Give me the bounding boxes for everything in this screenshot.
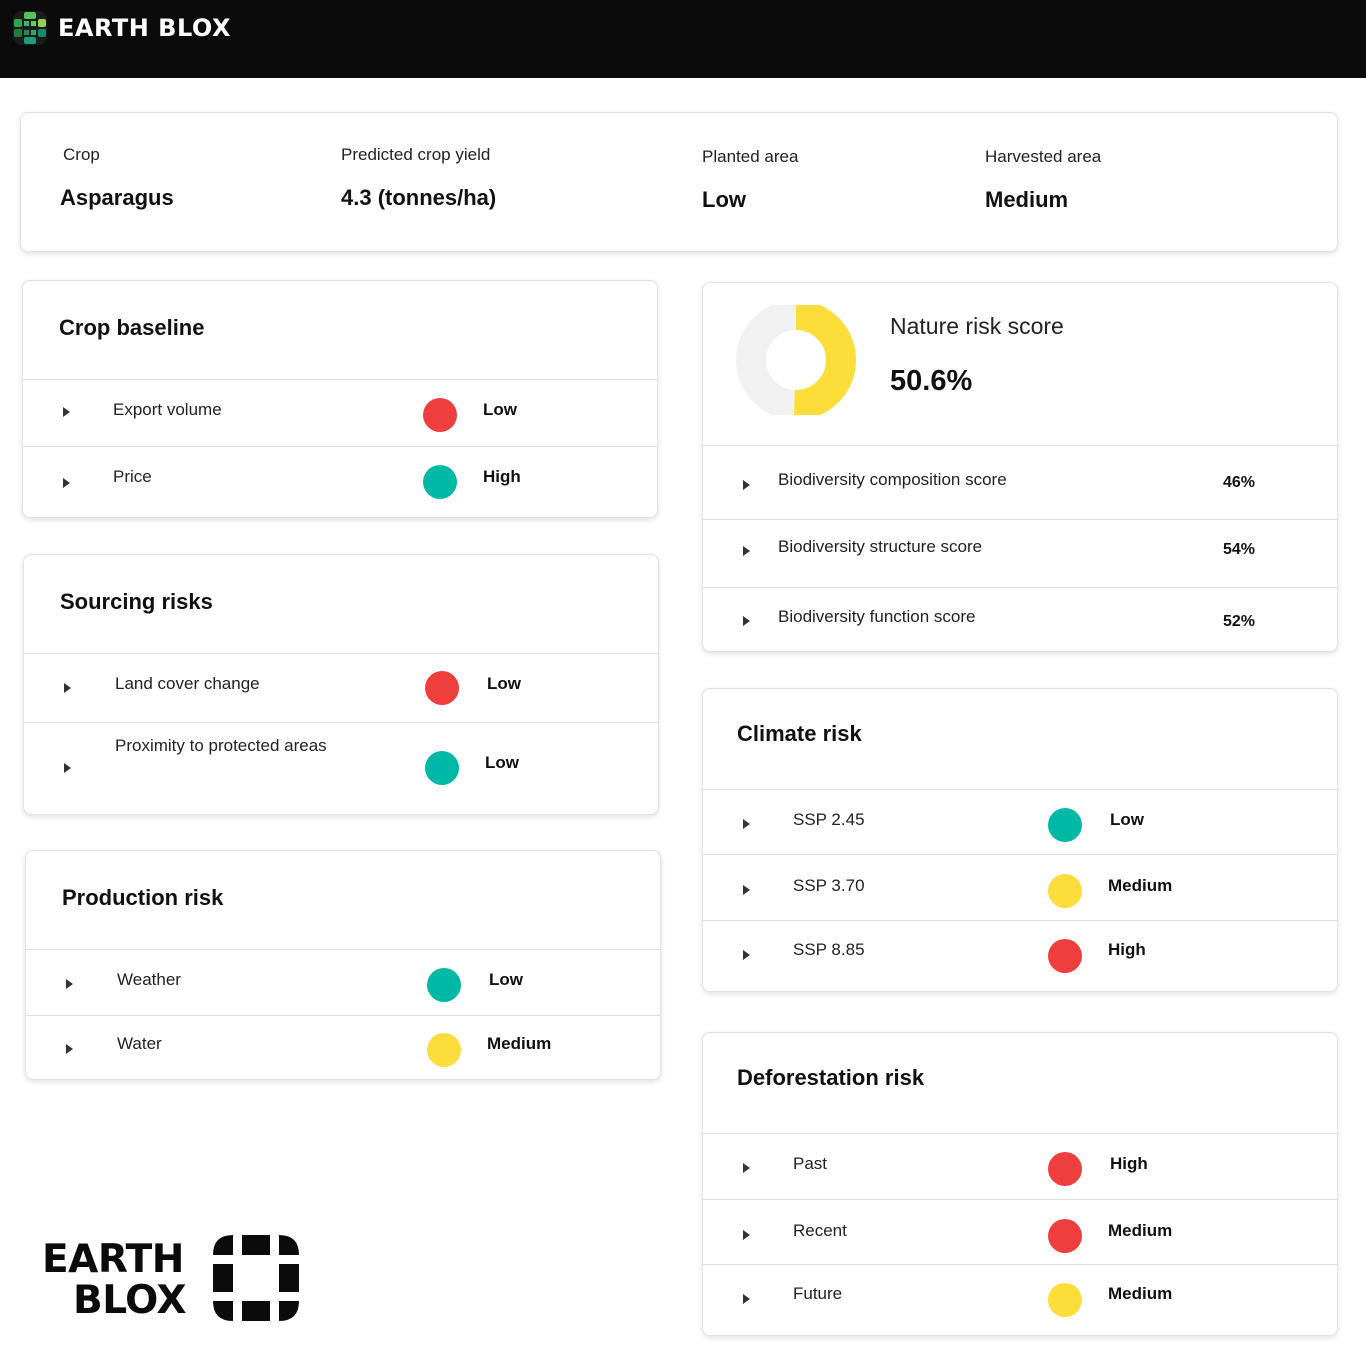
list-item[interactable] [26, 949, 660, 1015]
crop-baseline-title: Crop baseline [59, 315, 205, 340]
row-label: Future [793, 1284, 843, 1303]
planted-area-value: Low [702, 187, 746, 212]
status-dot [425, 751, 459, 785]
row-value: Low [1110, 810, 1144, 829]
row-value: Medium [1108, 1284, 1173, 1303]
row-label: Proximity to protected areas [115, 736, 327, 755]
caret-right-icon[interactable] [64, 683, 71, 693]
list-item[interactable] [703, 519, 1337, 587]
status-dot [427, 1033, 461, 1067]
row-label: Past [793, 1154, 828, 1173]
status-dot [1048, 939, 1082, 973]
caret-right-icon[interactable] [743, 1163, 750, 1173]
row-value: 52% [1223, 613, 1256, 630]
caret-right-icon[interactable] [63, 407, 70, 417]
crop-baseline-card [22, 280, 658, 518]
caret-right-icon[interactable] [66, 979, 73, 989]
status-dot [1048, 874, 1082, 908]
nature-risk-title: Nature risk score [890, 313, 1064, 339]
harvested-area-value: Medium [985, 187, 1069, 212]
row-value: Low [483, 400, 517, 419]
row-value: High [483, 467, 521, 486]
production-risk-title: Production risk [62, 885, 224, 910]
caret-right-icon[interactable] [743, 950, 750, 960]
sourcing-risks-title: Sourcing risks [60, 589, 213, 614]
caret-right-icon[interactable] [743, 1230, 750, 1240]
row-value: Medium [1108, 1221, 1173, 1240]
nature-risk-card [702, 282, 1338, 652]
deforestation-risk-title: Deforestation risk [737, 1065, 925, 1090]
row-value: Low [487, 674, 521, 693]
list-item[interactable] [24, 653, 658, 722]
caret-right-icon[interactable] [64, 763, 71, 773]
nature-risk-value: 50.6% [890, 365, 973, 397]
caret-right-icon[interactable] [743, 885, 750, 895]
list-item[interactable] [703, 1133, 1337, 1199]
top-bar [0, 0, 1366, 78]
harvested-area-label: Harvested area [985, 147, 1102, 166]
caret-right-icon[interactable] [743, 1294, 750, 1304]
row-label: SSP 3.70 [793, 876, 865, 895]
list-item[interactable] [703, 445, 1337, 519]
list-item[interactable] [24, 722, 658, 815]
list-item[interactable] [23, 446, 657, 518]
status-dot [1048, 1219, 1082, 1253]
row-label: Recent [793, 1221, 847, 1240]
list-item[interactable] [703, 587, 1337, 652]
row-value: High [1108, 940, 1146, 959]
sourcing-risks-card [23, 554, 659, 815]
footer-logo-line2: BLOX [73, 1278, 187, 1323]
row-value: Low [485, 753, 519, 772]
row-value: 54% [1223, 541, 1256, 558]
row-label: Export volume [113, 400, 222, 419]
status-dot [425, 671, 459, 705]
row-label: SSP 8.85 [793, 940, 865, 959]
climate-risk-card [702, 688, 1338, 992]
caret-right-icon[interactable] [743, 480, 750, 490]
production-risk-card [25, 850, 661, 1080]
row-label: Biodiversity function score [778, 607, 976, 626]
caret-right-icon[interactable] [743, 819, 750, 829]
row-value: Medium [1108, 876, 1173, 895]
footer-logo-line1: EARTH [42, 1237, 184, 1282]
list-item[interactable] [703, 789, 1337, 854]
climate-risk-title: Climate risk [737, 721, 862, 746]
earth-blox-mark-icon [213, 1235, 299, 1321]
nature-risk-donut-chart [735, 305, 857, 415]
predicted-yield-value: 4.3 (tonnes/ha) [341, 185, 497, 210]
crop-value: Asparagus [60, 185, 174, 210]
status-dot [427, 968, 461, 1002]
row-label: Biodiversity composition score [778, 470, 1007, 489]
planted-area-label: Planted area [702, 147, 799, 166]
brand-name[interactable]: EARTH BLOX [58, 14, 231, 42]
footer-logo [40, 1234, 310, 1326]
deforestation-risk-card [702, 1032, 1338, 1336]
list-item[interactable] [703, 1199, 1337, 1264]
predicted-yield-label: Predicted crop yield [341, 145, 491, 164]
row-label: SSP 2.45 [793, 810, 865, 829]
caret-right-icon[interactable] [63, 478, 70, 488]
row-value: Medium [487, 1034, 552, 1053]
list-item[interactable] [26, 1015, 660, 1080]
status-dot [423, 398, 457, 432]
status-dot [1048, 1152, 1082, 1186]
status-dot [1048, 808, 1082, 842]
row-label: Biodiversity structure score [778, 537, 983, 556]
row-label: Price [113, 467, 152, 486]
caret-right-icon[interactable] [743, 546, 750, 556]
donut-fill [794, 315, 841, 405]
crop-label: Crop [63, 145, 100, 164]
caret-right-icon[interactable] [743, 616, 750, 626]
list-item[interactable] [23, 379, 657, 446]
row-value: Low [489, 970, 523, 989]
row-label: Weather [117, 970, 181, 989]
status-dot [423, 465, 457, 499]
list-item[interactable] [703, 1264, 1337, 1336]
row-value: High [1110, 1154, 1148, 1173]
crop-summary-card [20, 112, 1338, 252]
row-value: 46% [1223, 474, 1256, 491]
list-item[interactable] [703, 920, 1337, 992]
list-item[interactable] [703, 854, 1337, 920]
earth-blox-logo-icon[interactable] [13, 11, 47, 45]
row-label: Water [117, 1034, 162, 1053]
caret-right-icon[interactable] [66, 1044, 73, 1054]
status-dot [1048, 1283, 1082, 1317]
row-label: Land cover change [115, 674, 260, 693]
